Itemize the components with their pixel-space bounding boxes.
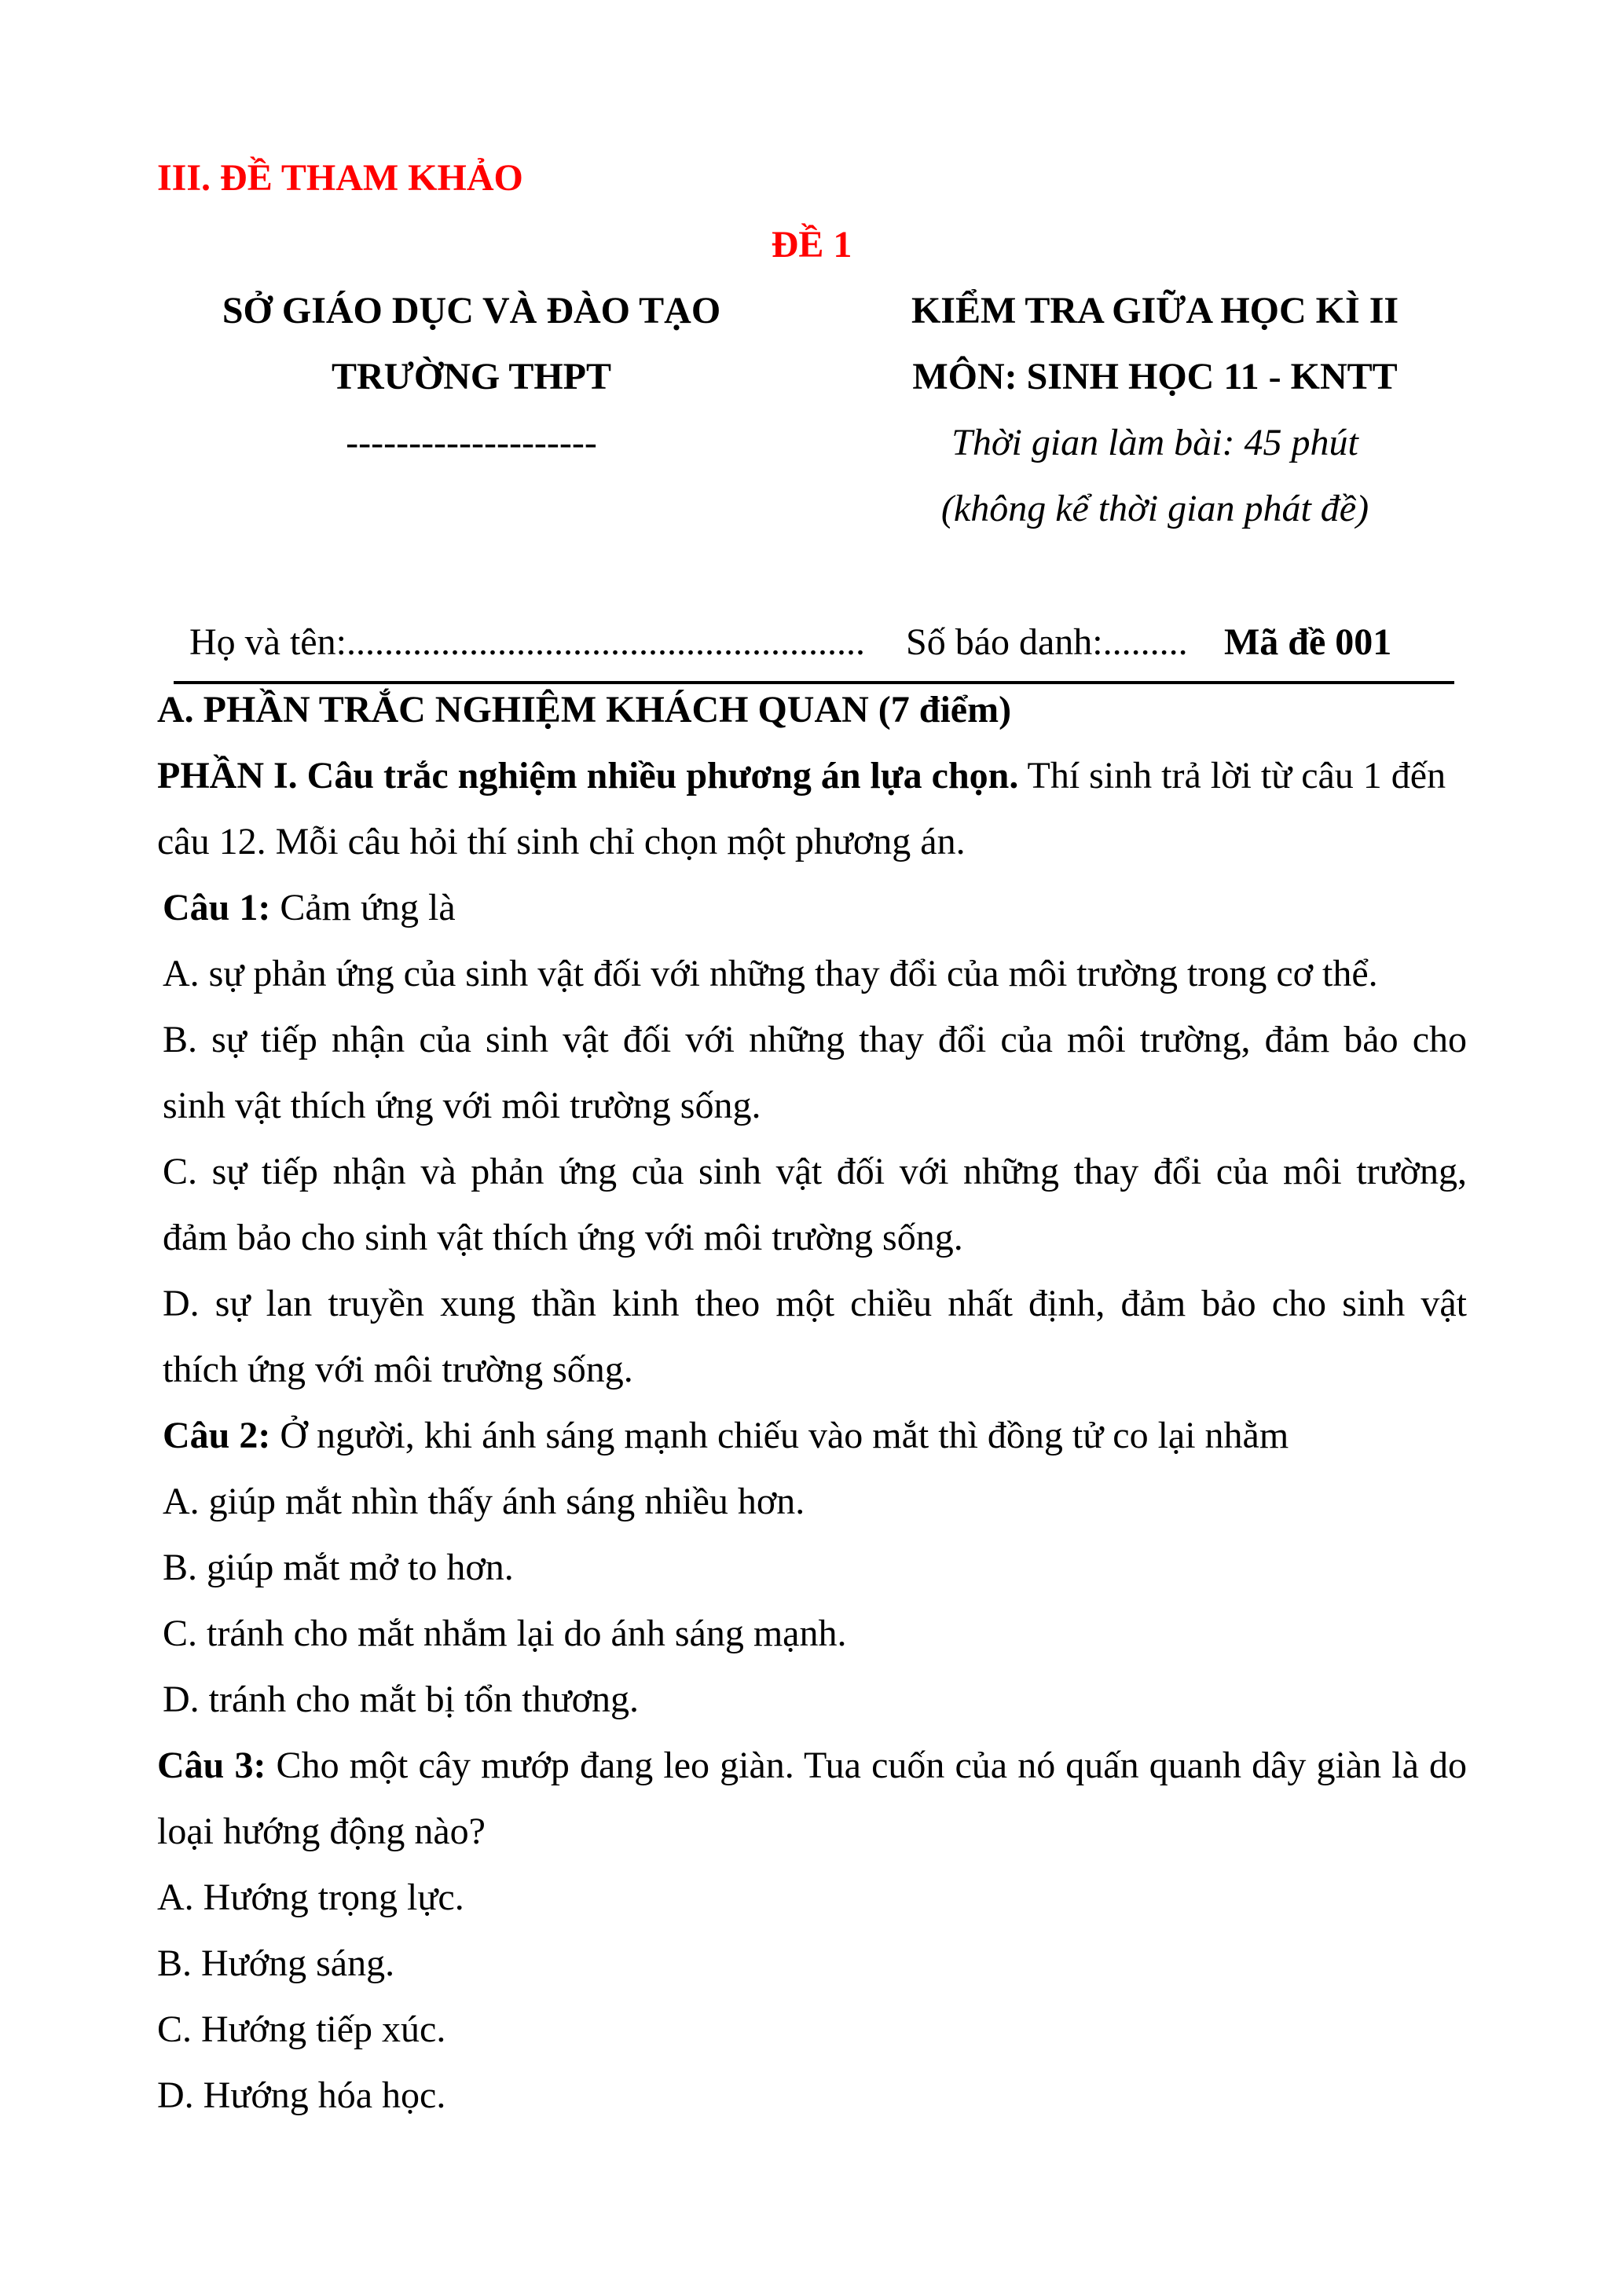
- question-1-option-d-cont: thích ứng với môi trường sống.: [163, 1349, 633, 1390]
- student-id-field: Số báo danh:.........: [906, 621, 1188, 663]
- question-label: Câu 2:: [163, 1415, 271, 1456]
- exam-title: KIỂM TRA GIỮA HỌC KÌ II: [911, 290, 1399, 331]
- question-2-option-c: C. tránh cho mắt nhắm lại do ánh sáng mạnh.: [163, 1613, 847, 1654]
- school-name: TRƯỜNG THPT: [331, 356, 612, 397]
- question-3-option-d: D. Hướng hóa học.: [157, 2074, 446, 2116]
- question-3-option-c: C. Hướng tiếp xúc.: [157, 2009, 446, 2050]
- question-1-stem: Câu 1: Cảm ứng là: [163, 887, 456, 928]
- question-3-stem-cont: loại hướng động nào?: [157, 1811, 486, 1852]
- question-label: Câu 3:: [157, 1745, 266, 1786]
- subject: MÔN: SINH HỌC 11 - KNTT: [912, 356, 1398, 397]
- exam-code: Mã đề 001: [1224, 621, 1392, 663]
- part-1-title: PHẦN I. Câu trắc nghiệm nhiều phương án lựa chọn.: [157, 755, 1019, 796]
- question-2-stem: Câu 2: Ở người, khi ánh sáng mạnh chiếu vào mắt thì đồng tử co lại nhằm: [163, 1415, 1289, 1456]
- header-divider: [174, 681, 1454, 684]
- question-3-option-a: A. Hướng trọng lực.: [157, 1877, 464, 1918]
- part-1-heading: [157, 757, 1446, 795]
- question-3-stem: Câu 3: Cho một cây mướp đang leo giàn. Tua cuốn của nó quấn quanh dây giàn là do: [157, 1745, 1468, 1786]
- question-2-option-b: B. giúp mắt mở to hơn.: [163, 1547, 514, 1588]
- student-name-field: Họ và tên:.......................................................: [189, 621, 865, 663]
- question-1-option-c-cont: đảm bảo cho sinh vật thích ứng với môi trường sống.: [163, 1217, 963, 1258]
- part-a-title: A. PHẦN TRẮC NGHIỆM KHÁCH QUAN (7 điểm): [157, 689, 1012, 731]
- question-1-option-d: D. sự lan truyền xung thần kinh theo một chiều nhất định, đảm bảo cho sinh vật: [163, 1283, 1467, 1324]
- department-name: SỞ GIÁO DỤC VÀ ĐÀO TẠO: [222, 290, 721, 331]
- exam-duration: Thời gian làm bài: 45 phút: [951, 422, 1358, 463]
- question-1-option-c: C. sự tiếp nhận và phản ứng của sinh vật đối với những thay đổi của môi trường,: [163, 1151, 1467, 1192]
- exam-number: ĐỀ 1: [771, 224, 852, 265]
- question-1-option-a: A. sự phản ứng của sinh vật đối với những thay đổi của môi trường trong cơ thể.: [163, 953, 1378, 994]
- part-1-instruction-cont: câu 12. Mỗi câu hỏi thí sinh chỉ chọn một phương án.: [157, 821, 966, 862]
- section-title: III. ĐỀ THAM KHẢO: [157, 157, 523, 199]
- part-1-instruction: Thí sinh trả lời từ câu 1 đến: [1018, 755, 1446, 796]
- question-2-option-a: A. giúp mắt nhìn thấy ánh sáng nhiều hơn.: [163, 1481, 805, 1522]
- question-1-option-b-cont: sinh vật thích ứng với môi trường sống.: [163, 1085, 761, 1126]
- duration-note: (không kể thời gian phát đề): [940, 488, 1369, 529]
- question-label: Câu 1:: [163, 887, 271, 928]
- question-2-option-d: D. tránh cho mắt bị tổn thương.: [163, 1679, 639, 1720]
- question-1-option-b: B. sự tiếp nhận của sinh vật đối với những thay đổi của môi trường, đảm bảo cho: [163, 1019, 1467, 1060]
- question-3-option-b: B. Hướng sáng.: [157, 1943, 395, 1984]
- header-dashes: --------------------: [346, 422, 597, 463]
